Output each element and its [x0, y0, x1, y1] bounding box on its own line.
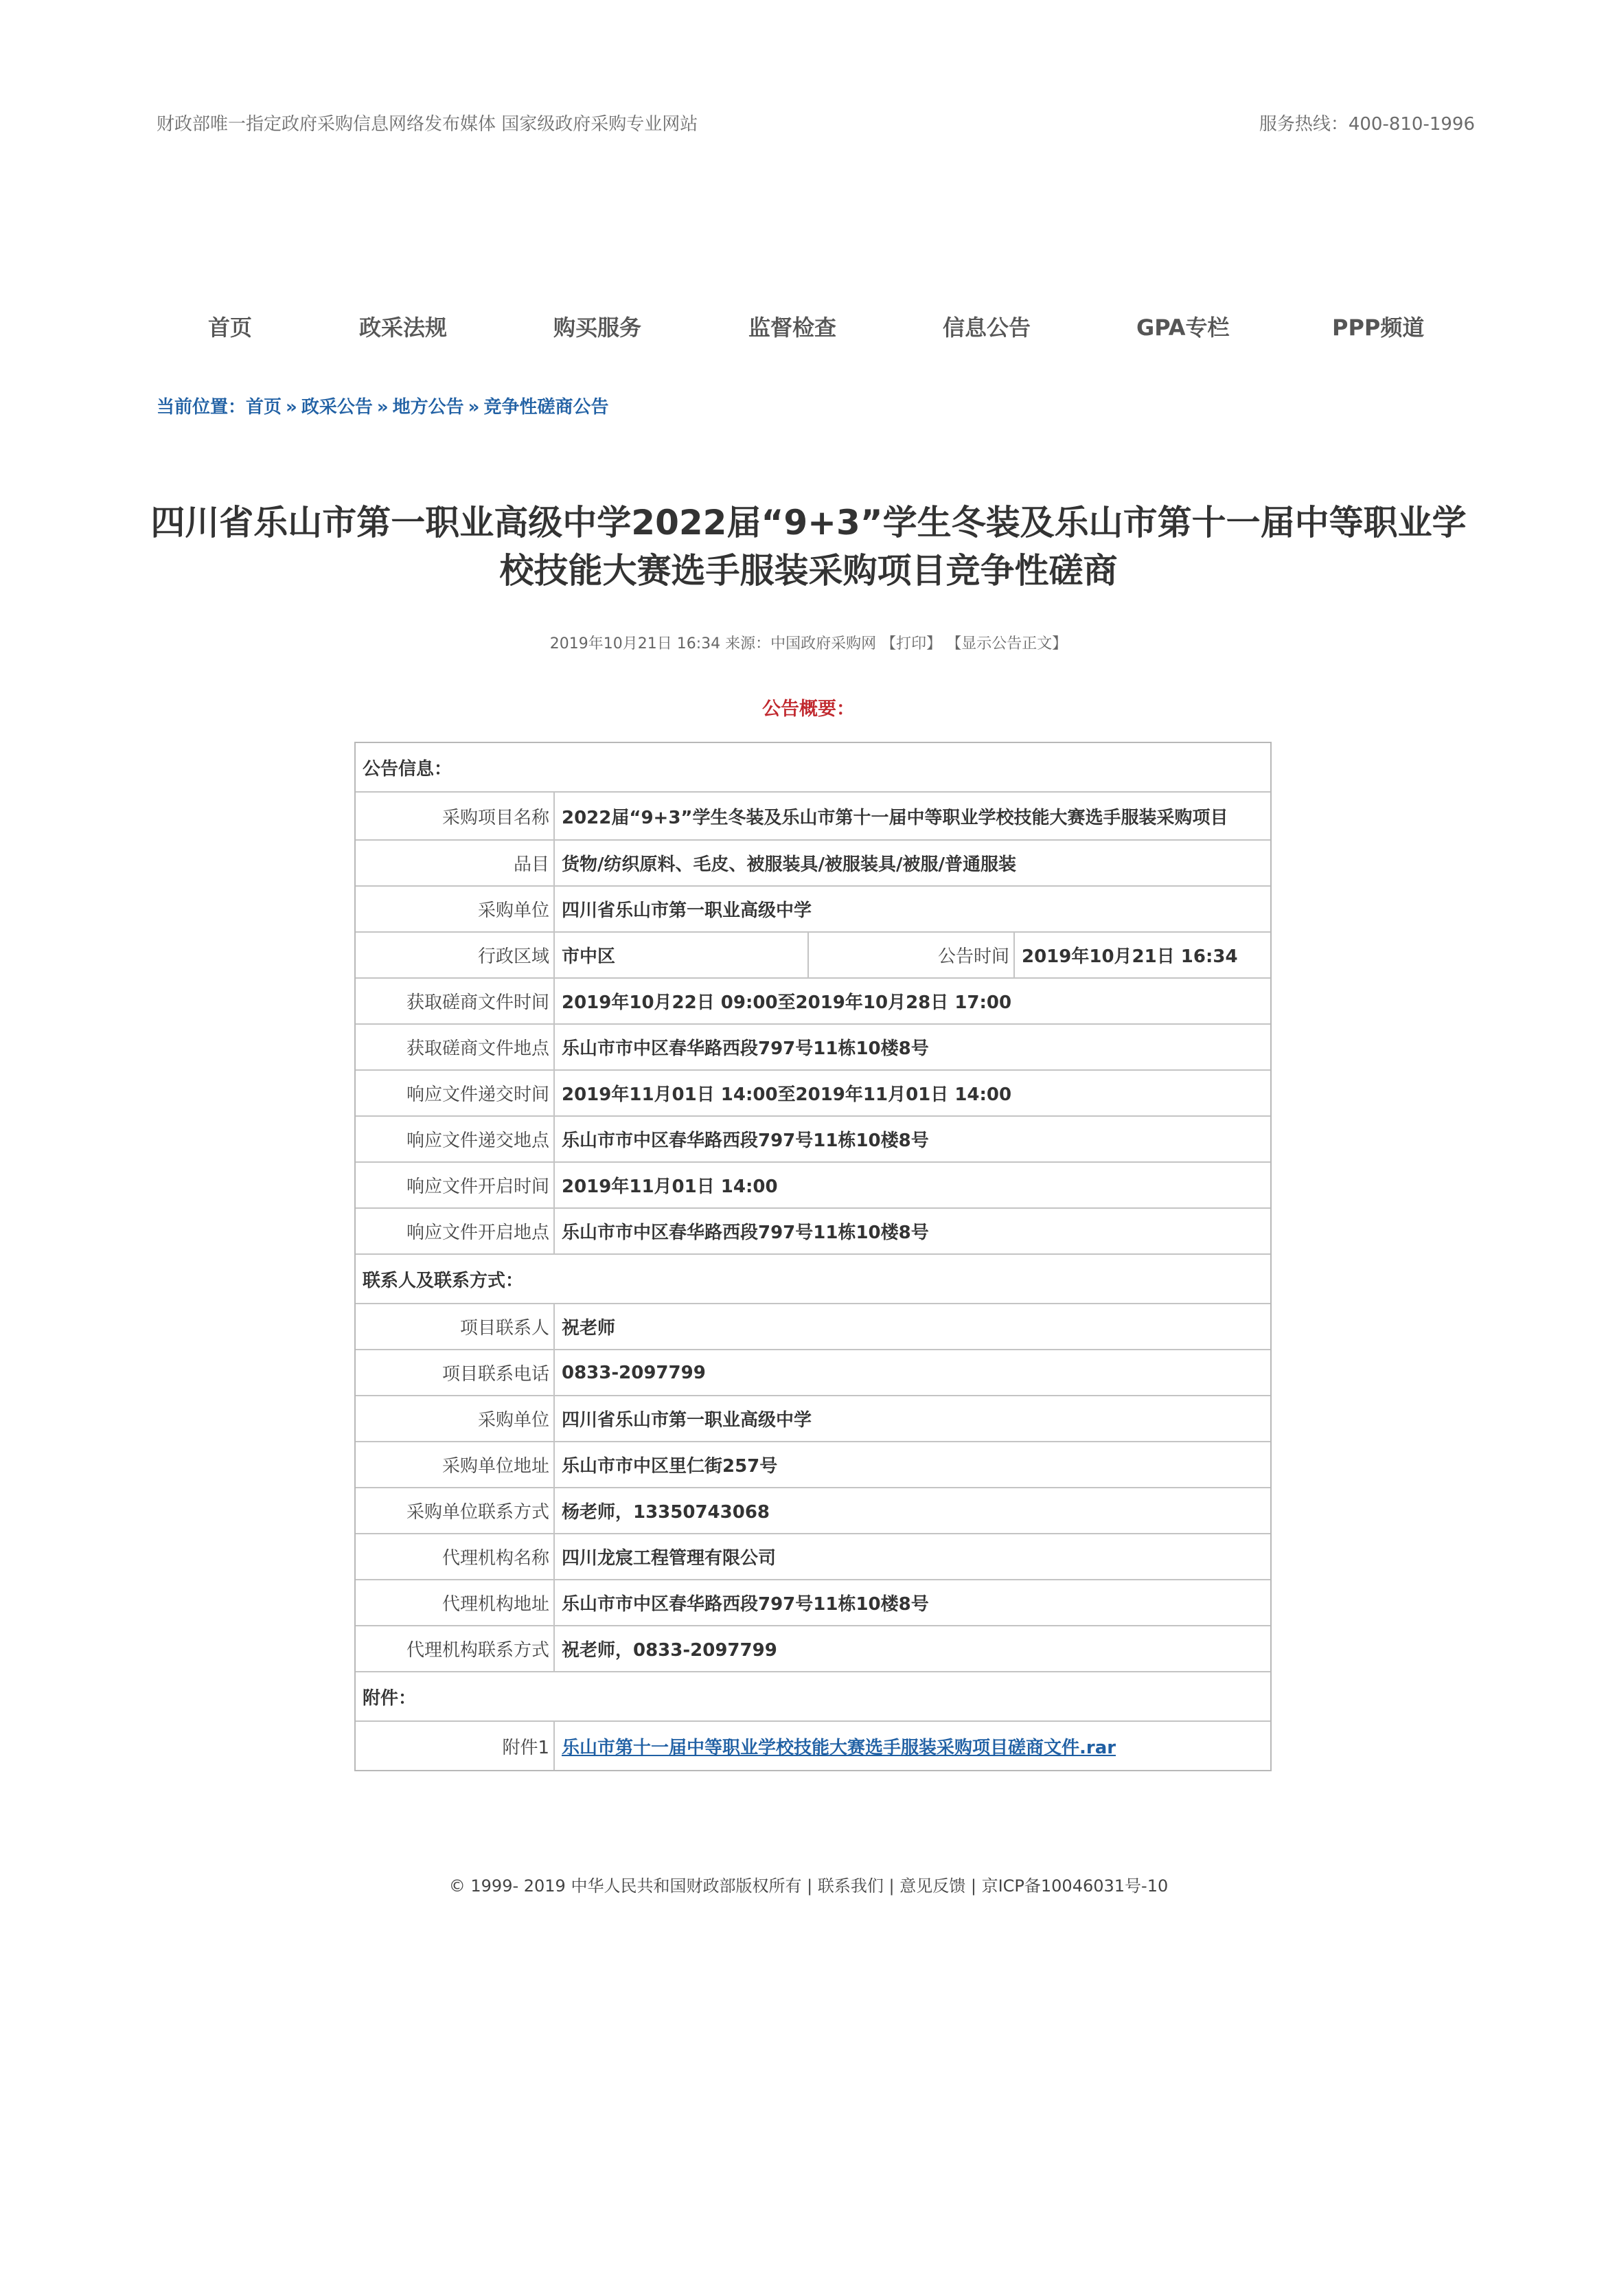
show-body-link[interactable]: 【显示公告正文】 — [946, 635, 1068, 652]
submit-time: 2019年11月01日 14:00至2019年11月01日 14:00 — [562, 1084, 1012, 1105]
breadcrumb-current[interactable]: 竞争性磋商公告 — [483, 397, 609, 418]
table-row — [356, 1350, 1270, 1396]
row-label: 行政区域 — [356, 933, 555, 977]
project-phone: 0833-2097799 — [562, 1362, 706, 1383]
table-row — [356, 1025, 1270, 1071]
purchaser-address: 乐山市市中区里仁街257号 — [562, 1456, 778, 1477]
table-row — [356, 933, 1270, 979]
footer-divider: | — [807, 1876, 813, 1896]
attachment-link[interactable]: 乐山市第十一届中等职业学校技能大赛选手服装采购项目磋商文件.rar — [562, 1737, 1116, 1758]
copyright: © 1999- 2019 中华人民共和国财政部版权所有 — [448, 1876, 802, 1896]
row-label: 获取磋商文件时间 — [356, 979, 555, 1023]
service-hotline: 服务热线：400-810-1996 — [1259, 114, 1475, 135]
breadcrumb-separator: » — [376, 397, 389, 418]
contact-us-link[interactable]: 联系我们 — [817, 1876, 884, 1896]
row-label: 响应文件递交地点 — [356, 1117, 555, 1161]
table-row — [356, 1722, 1270, 1770]
open-time: 2019年11月01日 14:00 — [562, 1177, 778, 1197]
section-title: 公告信息： — [363, 758, 452, 780]
get-doc-time: 2019年10月22日 09:00至2019年10月28日 17:00 — [562, 992, 1012, 1013]
table-row — [356, 979, 1270, 1025]
article-meta — [0, 632, 1617, 653]
row-label: 项目联系人 — [356, 1304, 555, 1349]
purchaser: 四川省乐山市第一职业高级中学 — [562, 900, 812, 921]
nav-item-purchase-services[interactable]: 购买服务 — [553, 315, 642, 341]
breadcrumb-home[interactable]: 首页 — [246, 397, 282, 418]
feedback-link[interactable]: 意见反馈 — [899, 1876, 966, 1896]
row-label: 采购单位 — [356, 887, 555, 931]
table-row — [356, 1117, 1270, 1163]
summary-heading: 公告概要： — [762, 698, 855, 720]
attachment-cell — [555, 1722, 1270, 1770]
table-row — [356, 1580, 1270, 1626]
table-row — [356, 1534, 1270, 1580]
table-row — [356, 1163, 1270, 1209]
nav-item-gpa[interactable]: GPA专栏 — [1136, 315, 1230, 341]
row-label: 公告时间 — [809, 933, 1015, 977]
section-contact — [356, 1255, 1270, 1304]
agency-address: 乐山市市中区春华路西段797号11栋10楼8号 — [562, 1594, 929, 1615]
breadcrumb-separator: » — [468, 397, 480, 418]
section-title: 附件： — [363, 1687, 417, 1709]
announcement-summary-table — [354, 742, 1272, 1771]
open-place: 乐山市市中区春华路西段797号11栋10楼8号 — [562, 1223, 929, 1243]
breadcrumb-announcements[interactable]: 政采公告 — [301, 397, 373, 418]
submit-place: 乐山市市中区春华路西段797号11栋10楼8号 — [562, 1130, 929, 1151]
nav-item-regulations[interactable]: 政采法规 — [359, 315, 448, 341]
announce-time: 2019年10月21日 16:34 — [1022, 946, 1238, 967]
top-bar — [157, 110, 1475, 137]
publish-info: 2019年10月21日 16:34 来源：中国政府采购网 — [549, 635, 877, 652]
main-nav — [0, 310, 1617, 345]
nav-item-supervision[interactable]: 监督检查 — [748, 315, 837, 341]
row-label: 响应文件开启时间 — [356, 1163, 555, 1207]
row-label: 响应文件递交时间 — [356, 1071, 555, 1115]
agency-name: 四川龙宸工程管理有限公司 — [562, 1548, 777, 1569]
breadcrumb-separator: » — [286, 397, 297, 418]
agency-contact: 祝老师，0833-2097799 — [562, 1640, 777, 1661]
row-label: 响应文件开启地点 — [356, 1209, 555, 1253]
row-label: 项目联系电话 — [356, 1350, 555, 1395]
footer-divider: | — [888, 1876, 895, 1896]
row-label: 采购单位地址 — [356, 1442, 555, 1487]
table-row — [356, 793, 1270, 841]
table-row — [356, 1304, 1270, 1350]
table-row — [356, 1626, 1270, 1672]
nav-item-home[interactable]: 首页 — [208, 315, 253, 341]
table-row — [356, 1396, 1270, 1442]
row-label: 采购项目名称 — [356, 793, 555, 839]
row-label: 代理机构名称 — [356, 1534, 555, 1579]
nav-item-ppp[interactable]: PPP频道 — [1332, 315, 1425, 341]
breadcrumb-local[interactable]: 地方公告 — [392, 397, 464, 418]
section-title: 联系人及联系方式： — [363, 1270, 524, 1291]
section-attachments — [356, 1672, 1270, 1722]
section-announcement-info — [356, 743, 1270, 793]
project-name: 2022届“9+3”学生冬装及乐山市第十一届中等职业学校技能大赛选手服装采购项目 — [562, 807, 1228, 828]
row-label: 品目 — [356, 841, 555, 885]
region: 市中区 — [555, 933, 809, 977]
table-row — [356, 1209, 1270, 1255]
category: 货物/纺织原料、毛皮、被服装具/被服装具/被服/普通服装 — [562, 854, 1016, 875]
contact-purchaser: 四川省乐山市第一职业高级中学 — [562, 1410, 812, 1431]
breadcrumb — [157, 393, 608, 418]
icp-link[interactable]: 京ICP备10046031号-10 — [981, 1876, 1169, 1896]
site-tagline: 财政部唯一指定政府采购信息网络发布媒体 国家级政府采购专业网站 — [157, 114, 698, 135]
table-row — [356, 887, 1270, 933]
print-link[interactable]: 【打印】 — [881, 635, 942, 652]
row-label: 采购单位联系方式 — [356, 1488, 555, 1533]
breadcrumb-prefix: 当前位置： — [157, 397, 246, 418]
footer-divider: | — [970, 1876, 976, 1896]
row-label: 附件1 — [356, 1722, 555, 1770]
table-row — [356, 1071, 1270, 1117]
row-label: 采购单位 — [356, 1396, 555, 1441]
table-row — [356, 1488, 1270, 1534]
purchaser-contact: 杨老师，13350743068 — [562, 1502, 770, 1523]
footer — [0, 1872, 1617, 1896]
table-row — [356, 841, 1270, 887]
nav-item-announcements[interactable]: 信息公告 — [943, 315, 1031, 341]
row-label: 代理机构联系方式 — [356, 1626, 555, 1671]
get-doc-place: 乐山市市中区春华路西段797号11栋10楼8号 — [562, 1038, 929, 1059]
project-contact: 祝老师 — [562, 1318, 616, 1339]
table-row — [356, 1442, 1270, 1488]
row-label: 获取磋商文件地点 — [356, 1025, 555, 1069]
page-title: 四川省乐山市第一职业高级中学2022届“9+3”学生冬装及乐山市第十一届中等职业学校技能大赛选手服装采购项目竞争性磋商 — [150, 503, 1467, 591]
row-label: 代理机构地址 — [356, 1580, 555, 1625]
